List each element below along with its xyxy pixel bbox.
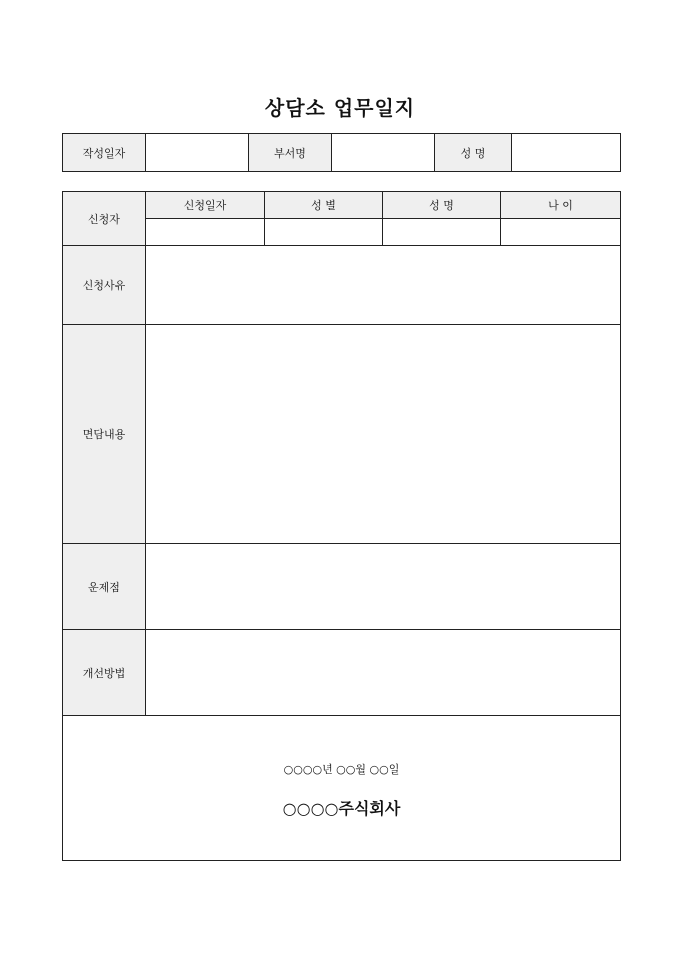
signature-area: [63, 716, 621, 861]
applicant-col-gender: 성 별: [265, 192, 383, 219]
page-title: 상담소 업무일지: [264, 96, 416, 120]
reason-field[interactable]: [146, 246, 621, 325]
applicant-gender-field[interactable]: [265, 219, 383, 246]
written-date-label: 작성일자: [63, 134, 146, 172]
interview-field[interactable]: [146, 325, 621, 544]
problem-label: 운제점: [63, 544, 146, 630]
improvement-label: 개선방법: [63, 630, 146, 716]
department-field[interactable]: [332, 134, 435, 172]
author-name-label: 성 명: [435, 134, 512, 172]
interview-label: 면담내용: [63, 325, 146, 544]
applicant-date-field[interactable]: [146, 219, 265, 246]
counseling-log-table: [62, 191, 621, 861]
author-name-field[interactable]: [512, 134, 621, 172]
problem-field[interactable]: [146, 544, 621, 630]
reason-label: 신청사유: [63, 246, 146, 325]
applicant-age-field[interactable]: [501, 219, 621, 246]
company-name: ○○○○주식회사: [282, 799, 401, 818]
improvement-field[interactable]: [146, 630, 621, 716]
applicant-col-name: 성 명: [383, 192, 501, 219]
applicant-label: 신청자: [63, 192, 146, 246]
footer-date: ○○○○년 ○○월 ○○일: [283, 763, 400, 776]
applicant-col-date: 신청일자: [146, 192, 265, 219]
department-label: 부서명: [249, 134, 332, 172]
applicant-name-field[interactable]: [383, 219, 501, 246]
author-info-table: [62, 133, 621, 172]
written-date-field[interactable]: [146, 134, 249, 172]
applicant-col-age: 나 이: [501, 192, 621, 219]
